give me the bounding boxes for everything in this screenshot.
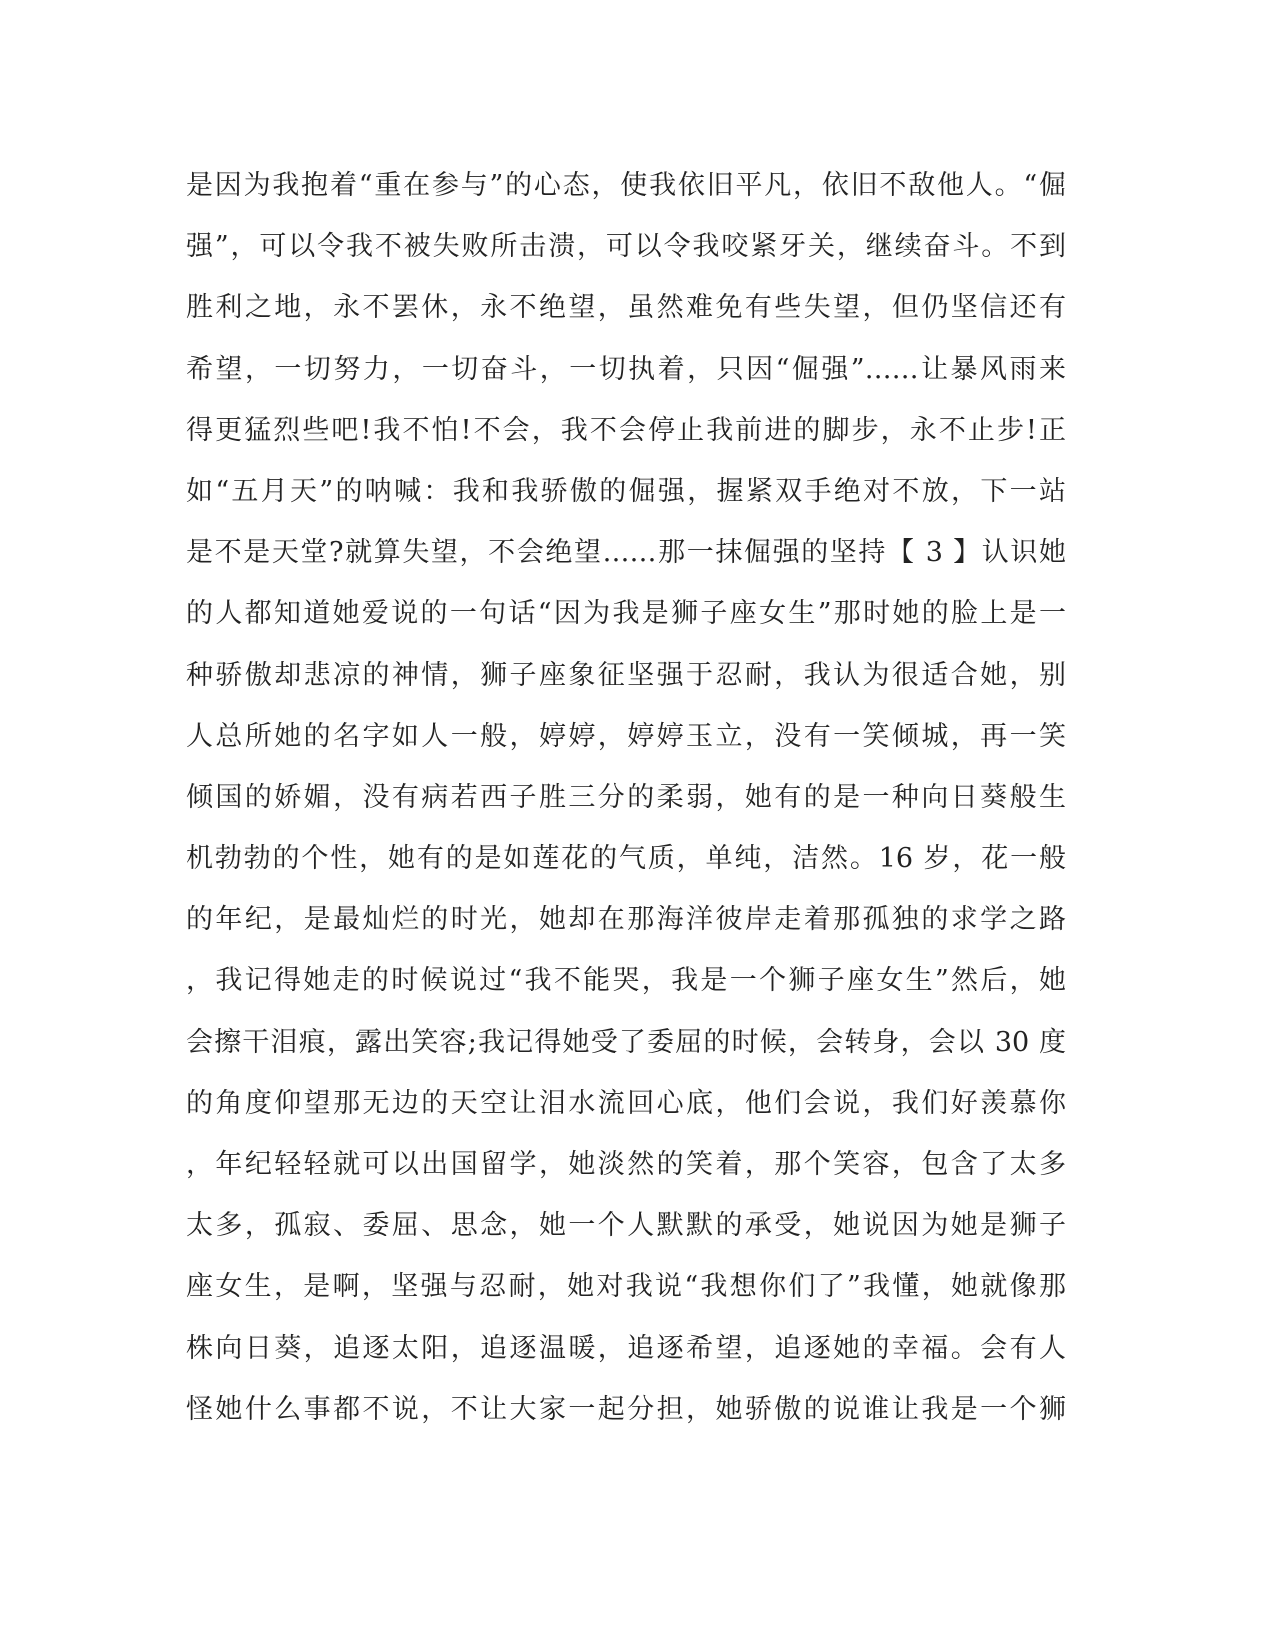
- text-line: 的角度仰望那无边的天空让泪水流回心底，他们会说，我们好羡慕你: [186, 1087, 1066, 1119]
- text-line: 胜利之地，永不罢休，永不绝望，虽然难免有些失望，但仍坚信还有: [186, 292, 1066, 324]
- text-line: ，我记得她走的时候说过“我不能哭，我是一个狮子座女生”然后，她: [186, 965, 1066, 997]
- text-line: ，年纪轻轻就可以出国留学，她淡然的笑着，那个笑容，包含了太多: [186, 1149, 1066, 1180]
- text-line: 是因为我抱着“重在参与”的心态，使我依旧平凡，依旧不敌他人。“倔: [186, 170, 1066, 201]
- text-line: 强”，可以令我不被失败所击溃，可以令我咬紧牙关，继续奋斗。不到: [186, 231, 1066, 263]
- text-line: 种骄傲却悲凉的神情，狮子座象征坚强于忍耐，我认为很适合她，别: [186, 659, 1066, 691]
- text-line: 株向日葵，追逐太阳，追逐温暖，追逐希望，追逐她的幸福。会有人: [186, 1332, 1066, 1364]
- text-line: 的人都知道她爱说的一句话“因为我是狮子座女生”那时她的脸上是一: [186, 598, 1066, 630]
- text-line: 人总所她的名字如人一般，婷婷，婷婷玉立，没有一笑倾城，再一笑: [186, 720, 1066, 752]
- text-line: 会擦干泪痕，露出笑容;我记得她受了委屈的时候，会转身，会以 30 度: [186, 1026, 1066, 1058]
- text-line: 机勃勃的个性，她有的是如莲花的气质，单纯，洁然。16 岁，花一般: [186, 843, 1066, 875]
- text-line: 太多，孤寂、委屈、思念，她一个人默默的承受，她说因为她是狮子: [186, 1210, 1066, 1242]
- text-line: 希望，一切努力，一切奋斗，一切执着，只因“倔强”……让暴风雨来: [186, 353, 1066, 385]
- text-line: 如“五月天”的呐喊：我和我骄傲的倔强，握紧双手绝对不放，下一站: [186, 475, 1066, 507]
- text-line: 座女生，是啊，坚强与忍耐，她对我说“我想你们了”我懂，她就像那: [186, 1271, 1066, 1303]
- text-line: 怪她什么事都不说，不让大家一起分担，她骄傲的说谁让我是一个狮: [186, 1393, 1066, 1425]
- text-line: 得更猛烈些吧!我不怕!不会，我不会停止我前进的脚步，永不止步!正: [186, 414, 1066, 446]
- text-line: 是不是天堂?就算失望，不会绝望……那一抹倔强的坚持【 3 】认识她: [186, 537, 1066, 569]
- body-paragraph: [186, 164, 1066, 1449]
- text-line: 倾国的娇媚，没有病若西子胜三分的柔弱，她有的是一种向日葵般生: [186, 781, 1066, 813]
- text-line: 的年纪，是最灿烂的时光，她却在那海洋彼岸走着那孤独的求学之路: [186, 904, 1066, 936]
